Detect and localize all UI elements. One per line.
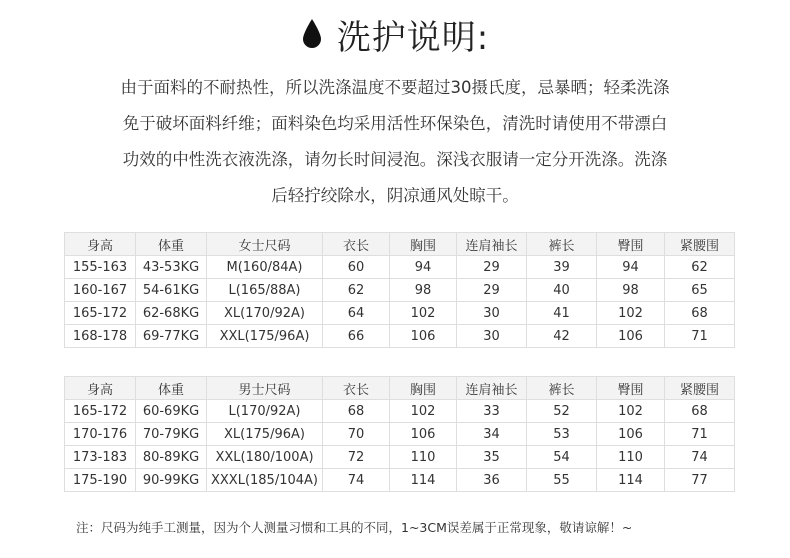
column-header: 裤长 xyxy=(527,233,597,256)
column-header: 裤长 xyxy=(527,377,597,400)
description-line: 由于面料的不耐热性，所以洗涤温度不要超过30摄氏度，忌暴晒；轻柔洗涤 xyxy=(120,78,670,97)
table-cell: 62 xyxy=(323,279,390,302)
table-cell: 72 xyxy=(323,446,390,469)
table-cell: 29 xyxy=(457,256,527,279)
table-cell: 54 xyxy=(527,446,597,469)
table-cell: 41 xyxy=(527,302,597,325)
table-cell: 71 xyxy=(665,325,735,348)
table-row xyxy=(65,256,735,279)
page-title: 洗护说明: xyxy=(336,17,490,58)
table-cell: 29 xyxy=(457,279,527,302)
table-cell: 173-183 xyxy=(65,446,136,469)
table-cell: 60 xyxy=(323,256,390,279)
column-header: 男士尺码 xyxy=(207,377,323,400)
table-cell: 168-178 xyxy=(65,325,136,348)
table-row xyxy=(65,400,735,423)
table-cell: 165-172 xyxy=(65,302,136,325)
table-cell: 90-99KG xyxy=(136,469,207,492)
table-cell: XXL(180/100A) xyxy=(207,446,323,469)
table-cell: 102 xyxy=(597,400,665,423)
table-row xyxy=(65,325,735,348)
table-cell: 160-167 xyxy=(65,279,136,302)
table-cell: 114 xyxy=(597,469,665,492)
table-cell: 30 xyxy=(457,325,527,348)
size-note: 注：尺码为纯手工测量，因为个人测量习惯和工具的不同，1~3CM误差属于正常现象，敬请谅解！~ xyxy=(76,520,633,535)
table-cell: 52 xyxy=(527,400,597,423)
table-cell: 94 xyxy=(597,256,665,279)
table-cell: 110 xyxy=(390,446,457,469)
table-row xyxy=(65,446,735,469)
table-cell: 80-89KG xyxy=(136,446,207,469)
table-cell: XL(175/96A) xyxy=(207,423,323,446)
table-cell: 77 xyxy=(665,469,735,492)
men-size-table xyxy=(64,376,735,492)
table-cell: 69-77KG xyxy=(136,325,207,348)
column-header: 体重 xyxy=(136,233,207,256)
column-header: 胸围 xyxy=(390,377,457,400)
table-cell: 106 xyxy=(597,423,665,446)
column-header: 臀围 xyxy=(597,377,665,400)
women-size-table xyxy=(64,232,735,348)
column-header: 身高 xyxy=(65,233,136,256)
table-cell: 102 xyxy=(390,400,457,423)
table-cell: 74 xyxy=(665,446,735,469)
table-cell: 55 xyxy=(527,469,597,492)
table-cell: 106 xyxy=(597,325,665,348)
table-row xyxy=(65,279,735,302)
table-cell: 65 xyxy=(665,279,735,302)
table-cell: 35 xyxy=(457,446,527,469)
table-cell: 102 xyxy=(597,302,665,325)
table-cell: XXXL(185/104A) xyxy=(207,469,323,492)
table-cell: 62 xyxy=(665,256,735,279)
table-cell: 165-172 xyxy=(65,400,136,423)
table-cell: 155-163 xyxy=(65,256,136,279)
table-cell: 102 xyxy=(390,302,457,325)
table-cell: 62-68KG xyxy=(136,302,207,325)
column-header: 紧腰围 xyxy=(665,233,735,256)
care-description xyxy=(70,70,720,214)
table-cell: 110 xyxy=(597,446,665,469)
description-line: 免于破坏面料纤维；面料染色均采用活性环保染色，清洗时请使用不带漂白 xyxy=(122,114,668,133)
table-header-row xyxy=(65,233,735,256)
table-row xyxy=(65,469,735,492)
table-row xyxy=(65,423,735,446)
table-cell: 114 xyxy=(390,469,457,492)
table-cell: 74 xyxy=(323,469,390,492)
table-cell: 68 xyxy=(665,302,735,325)
table-cell: 43-53KG xyxy=(136,256,207,279)
column-header: 胸围 xyxy=(390,233,457,256)
table-cell: 68 xyxy=(665,400,735,423)
table-cell: 66 xyxy=(323,325,390,348)
description-line: 后轻拧绞除水，阴凉通风处晾干。 xyxy=(271,186,519,205)
table-cell: XXL(175/96A) xyxy=(207,325,323,348)
water-drop-icon xyxy=(301,18,323,50)
table-cell: 68 xyxy=(323,400,390,423)
table-cell: 40 xyxy=(527,279,597,302)
table-cell: 106 xyxy=(390,423,457,446)
table-cell: 170-176 xyxy=(65,423,136,446)
table-cell: 60-69KG xyxy=(136,400,207,423)
column-header: 衣长 xyxy=(323,233,390,256)
table-cell: XL(170/92A) xyxy=(207,302,323,325)
column-header: 女士尺码 xyxy=(207,233,323,256)
table-cell: L(170/92A) xyxy=(207,400,323,423)
table-cell: 71 xyxy=(665,423,735,446)
description-line: 功效的中性洗衣液洗涤，请勿长时间浸泡。深浅衣服请一定分开洗涤。洗涤 xyxy=(122,150,668,169)
table-cell: 70 xyxy=(323,423,390,446)
column-header: 连肩袖长 xyxy=(457,233,527,256)
table-row xyxy=(65,302,735,325)
table-cell: 98 xyxy=(390,279,457,302)
table-cell: M(160/84A) xyxy=(207,256,323,279)
table-cell: 70-79KG xyxy=(136,423,207,446)
column-header: 身高 xyxy=(65,377,136,400)
table-cell: 175-190 xyxy=(65,469,136,492)
table-cell: 94 xyxy=(390,256,457,279)
column-header: 紧腰围 xyxy=(665,377,735,400)
column-header: 衣长 xyxy=(323,377,390,400)
table-cell: 54-61KG xyxy=(136,279,207,302)
table-cell: 39 xyxy=(527,256,597,279)
column-header: 臀围 xyxy=(597,233,665,256)
table-cell: 64 xyxy=(323,302,390,325)
table-cell: 30 xyxy=(457,302,527,325)
table-header-row xyxy=(65,377,735,400)
table-cell: 33 xyxy=(457,400,527,423)
table-cell: 98 xyxy=(597,279,665,302)
column-header: 连肩袖长 xyxy=(457,377,527,400)
table-cell: 34 xyxy=(457,423,527,446)
table-cell: 106 xyxy=(390,325,457,348)
column-header: 体重 xyxy=(136,377,207,400)
table-cell: 42 xyxy=(527,325,597,348)
page-header xyxy=(0,12,790,56)
table-cell: 53 xyxy=(527,423,597,446)
table-cell: 36 xyxy=(457,469,527,492)
table-cell: L(165/88A) xyxy=(207,279,323,302)
